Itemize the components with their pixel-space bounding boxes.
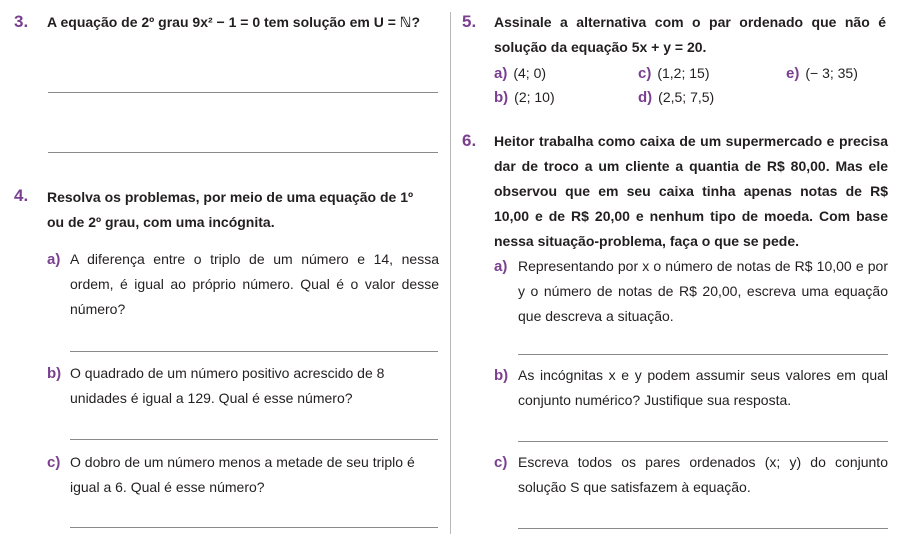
question-3-number: 3. xyxy=(14,12,29,31)
answer-line[interactable] xyxy=(48,92,438,93)
option-text: (4; 0) xyxy=(513,65,547,81)
item-label: a) xyxy=(494,258,508,275)
answer-line[interactable] xyxy=(70,527,438,528)
item-label: b) xyxy=(47,365,62,382)
option-label: b) xyxy=(494,89,509,106)
question-6c xyxy=(494,450,888,500)
item-label: c) xyxy=(494,454,508,471)
question-5-number: 5. xyxy=(462,12,477,31)
option-c[interactable] xyxy=(638,63,709,84)
answer-line[interactable] xyxy=(518,354,888,355)
item-text: As incógnitas x e y podem assumir seus valores em qual conjunto numérico? Justifique sua resposta. xyxy=(518,367,888,408)
option-label: d) xyxy=(638,89,653,106)
option-text: (1,2; 15) xyxy=(657,65,710,81)
item-text: O quadrado de um número positivo acrescido de 8 unidades é igual a 129. Qual é esse número? xyxy=(70,365,385,406)
question-6a xyxy=(494,254,888,329)
answer-line[interactable] xyxy=(70,439,438,440)
option-text: (2,5; 7,5) xyxy=(658,89,715,105)
option-text: (− 3; 35) xyxy=(805,65,858,81)
column-divider xyxy=(450,12,451,534)
option-e[interactable] xyxy=(786,63,858,84)
option-a[interactable] xyxy=(494,63,546,84)
answer-line[interactable] xyxy=(70,351,438,352)
answer-line[interactable] xyxy=(518,441,888,442)
option-label: c) xyxy=(638,65,652,82)
question-4-number: 4. xyxy=(14,186,29,205)
question-6b xyxy=(494,363,888,413)
item-label: c) xyxy=(47,454,61,471)
item-label: a) xyxy=(47,251,61,268)
item-text: Escreva todos os pares ordenados (x; y) do conjunto solução S que satisfazem à equação. xyxy=(518,454,888,495)
question-4a xyxy=(47,247,439,322)
question-3-text: A equação de 2º grau 9x² − 1 = 0 tem solução em U = ℕ? xyxy=(47,14,421,30)
answer-line[interactable] xyxy=(48,152,438,153)
question-4b xyxy=(47,361,417,411)
item-text: Representando por x o número de notas de R$ 10,00 e por y o número de notas de R$ 20,00, escreva uma equação que descreva a situação. xyxy=(518,258,888,324)
question-5-text: Assinale a alternativa com o par ordenado que não é solução da equação 5x + y = 20. xyxy=(494,14,886,55)
option-d[interactable] xyxy=(638,87,714,108)
item-text: A diferença entre o triplo de um número e 14, nessa ordem, é igual ao próprio número. Qual é o valor desse número? xyxy=(70,251,439,317)
question-6-number: 6. xyxy=(462,131,477,150)
question-4c xyxy=(47,450,417,500)
option-label: e) xyxy=(786,65,800,82)
item-label: b) xyxy=(494,367,509,384)
option-text: (2; 10) xyxy=(514,89,555,105)
question-6-text: Heitor trabalha como caixa de um supermercado e precisa dar de troco a um cliente a quantia de R$ 80,00. Mas ele observou que em seu caixa tinha apenas notas de R$ 10,00 e de R$ 20,00 e nenhum tipo de moeda. Com base nessa situação-problema, faça o que se pede. xyxy=(494,133,888,249)
option-label: a) xyxy=(494,65,508,82)
answer-line[interactable] xyxy=(518,528,888,529)
option-b[interactable] xyxy=(494,87,555,108)
item-text: O dobro de um número menos a metade de seu triplo é igual a 6. Qual é esse número? xyxy=(70,454,415,495)
question-4-text: Resolva os problemas, por meio de uma equação de 1º ou de 2º grau, com uma incógnita. xyxy=(47,189,414,230)
